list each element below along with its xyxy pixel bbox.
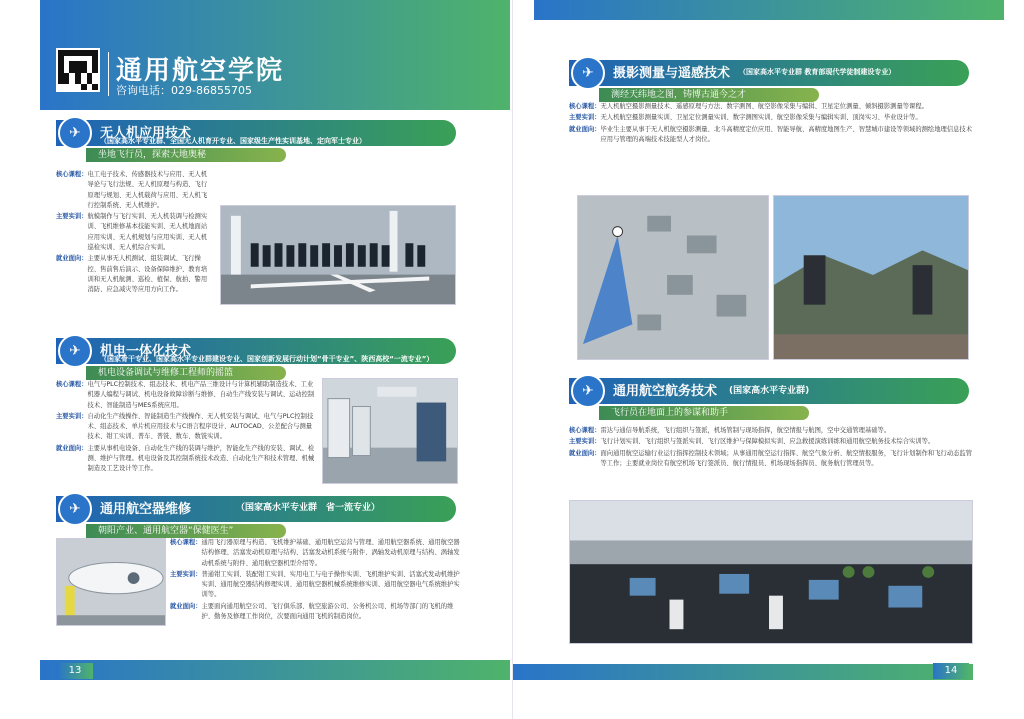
info-label: 就业面向： <box>56 444 88 452</box>
info-label: 就业面向： <box>170 602 202 610</box>
info-label: 就业面向： <box>56 255 88 263</box>
info-row <box>569 125 973 146</box>
section-maint-header <box>56 496 456 542</box>
college-title: 通用航空学院 <box>116 56 285 86</box>
section-service-text <box>569 426 973 470</box>
right-page <box>512 0 1024 719</box>
info-row <box>56 380 316 411</box>
info-label: 就业面向： <box>569 449 601 457</box>
info-value: 电气与PLC控制技术、组态技术、机电产品三维设计与计算机辅助制造技术、工业机器人编程与调试、机电设备故障诊断与维修、自动生产线安装与调试、运动控制技术、智能制造与MES系统应用。 <box>87 381 315 409</box>
info-value: 通用飞行器原理与构造、飞机维护基础、通用航空运营与管理、通用航空器系统、通用航空器结构修理、活塞发动机原理与结构、活塞发动机系统与附件、涡轴发动机原理与结构、涡轴发动机系统与附件、通用航空器机型介绍等。 <box>201 539 460 567</box>
info-value: 雷达与通信导航系统，飞行组织与签派，机场管制与现场指挥，航空情报与航图，空中交通管理基础等。 <box>600 427 891 434</box>
section-slogan: 测经天纬地之图，铸博古通今之才 <box>599 88 819 102</box>
section-title: 摄影测量与遥感技术 <box>613 66 731 81</box>
info-value: 自动化生产线操作、智能制造生产线操作、无人机安装与调试、电气与PLC控制技术、组态技术、单片机应用技术与C语言程序设计、AUTOCAD、公差配合与测量技术、钳工实训、普车、普铣、数车、数铣实训。 <box>87 412 314 441</box>
footer-band <box>40 660 510 680</box>
page-number-right: 14 <box>933 663 969 679</box>
info-label: 就业面向： <box>569 125 601 133</box>
aerial-survey-photo <box>577 195 769 360</box>
section-slogan: 飞行员在地面上的参谋和助手 <box>599 406 809 420</box>
header-divider <box>108 52 109 96</box>
info-value: 电工电子技术、传感器技术与应用、无人机导论与飞行法规、无人机原理与构造、飞行原理与规划、无人机载荷与应用、无人机飞行控制系统、无人机维护。 <box>87 171 208 209</box>
info-value: 主要从事无人机测试、组装调试、飞行操控、售前售后演示、设备保障维护、教育培训和无人机航测、巡检、植保、航拍、警用消防、应急减灾等应用方向工作。 <box>87 255 208 294</box>
plane-icon: ✈ <box>571 56 605 90</box>
info-value: 飞行计划实训、飞行组织与签派实训、飞行区维护与保障模拟实训、应急救援演练训练和通用航空航务技术综合实训等。 <box>600 438 935 446</box>
info-value: 主要面向通用航空公司、飞行俱乐部、航空旅游公司、公务机公司、机场等部门的飞机的维护、勤务及修理工作岗位，次要面向通用飞机的制造岗位。 <box>201 602 454 621</box>
section-tags: （国家高水平专业群 教育部现代学徒制建设专业） <box>739 68 896 76</box>
info-label: 主要实训： <box>170 570 202 578</box>
section-tags: （国家高水平专业群、全国无人机育开专业、国家级生产性实训基地、定向军士专业） <box>100 137 366 145</box>
info-label: 主要实训： <box>569 438 601 446</box>
section-mech-text <box>56 380 316 476</box>
control-tower-photo <box>569 500 973 644</box>
section-slogan: 机电设备调试与维修工程师的摇篮 <box>86 366 286 380</box>
section-survey-text <box>569 102 973 146</box>
section-uav-text <box>56 170 212 297</box>
uav-team-photo <box>220 205 456 305</box>
info-label: 核心课程： <box>569 103 601 110</box>
info-row <box>56 412 316 443</box>
info-value: 航模制作与飞行实训、无人机装调与检测实训、飞机维修基本技能实训、无人机地面站应用实训、无人机规划与应用实训、无人机巡检实训、无人机综合实训。 <box>87 213 208 252</box>
info-value: 主要从事机电设备、自动化生产线的装调与维护，智能化生产线的安装、调试、检测、维护与管理。机电设备及其控制系统技术改造、自动化生产和技术管理、机械制造及工艺设计等工作。 <box>87 444 315 473</box>
phone-number: 咨询电话：029-86855705 <box>116 84 252 97</box>
section-tags: （国家高水平专业群 省一流专业） <box>236 503 381 513</box>
info-label: 核心课程： <box>56 381 88 388</box>
section-uav-header <box>56 120 456 166</box>
info-row <box>56 212 212 253</box>
plane-icon: ✈ <box>58 116 92 150</box>
info-label: 核心课程： <box>170 539 202 546</box>
info-row <box>569 437 973 447</box>
info-label: 主要实训： <box>569 114 601 122</box>
info-row <box>569 449 973 470</box>
plane-icon: ✈ <box>571 374 605 408</box>
info-row <box>569 113 973 123</box>
section-slogan: 朝阳产业、通用航空器“保健医生” <box>86 524 286 538</box>
field-survey-photo <box>773 195 969 360</box>
info-row <box>170 570 460 601</box>
page-number-left: 13 <box>57 663 93 679</box>
info-value: 普通钳工实训、装配钳工实训、实用电工与电子操作实训、飞机维护实训、活塞式发动机维护实训、通用航空器结构修理实训、通用航空器机械系统维修实训、通用航空器电气系统维护实训等。 <box>201 570 460 599</box>
info-value: 无人机航空摄影测量技术、遥感原理与方法、数字测图、航空影像采集与编辑、卫星定位测量、倾斜摄影测量等课程。 <box>600 103 928 110</box>
section-title: 通用航空航务技术 <box>613 384 718 399</box>
info-row <box>569 426 973 436</box>
section-survey-header <box>569 60 969 106</box>
plane-icon: ✈ <box>58 492 92 526</box>
info-row <box>170 602 460 623</box>
info-row <box>569 102 973 112</box>
info-row <box>170 538 460 569</box>
info-label: 主要实训： <box>56 412 88 420</box>
section-slogan: 坐地飞行员，探索大地奥秘 <box>86 148 286 162</box>
header-band <box>534 0 1004 20</box>
info-value: 面向通用航空运输行业运行指挥控制技术领域；从事通用航空运行指挥、航空气象分析、航空情报服务，飞行计划制作和飞行动态监管等工作；主要就业岗位有航空机场飞行签派员、航行情报员、机场现场指挥员、航务航行管理员等。 <box>600 449 972 467</box>
section-maint-text <box>170 538 460 623</box>
footer-band <box>513 664 973 680</box>
info-label: 核心课程： <box>569 427 601 434</box>
aircraft-maintenance-photo <box>56 538 166 626</box>
info-row <box>56 444 316 475</box>
section-tags: (国家高水平专业群) <box>729 386 810 396</box>
section-title: 无人机应用技术 <box>100 126 192 141</box>
plane-icon: ✈ <box>58 334 92 368</box>
info-value: 无人机航空摄影测量实训、卫星定位测量实训、数字测图实训、航空影像采集与编辑实训、顶岗实习、毕业设计等。 <box>600 114 922 122</box>
qr-code[interactable] <box>56 48 100 92</box>
info-label: 主要实训： <box>56 213 88 221</box>
info-label: 核心课程： <box>56 171 88 178</box>
info-row <box>56 254 212 295</box>
section-tags: （国家骨干专业、国家高水平专业群建设专业、国家创新发展行动计划“骨干专业”、陕西高校“一流专业”） <box>100 355 434 363</box>
section-title: 机电一体化技术 <box>100 344 192 359</box>
info-value: 毕业生主要从事于无人机航空摄影测量、北斗高精度定位应用、智能导航、高精度地图生产、智慧城市建设等领域的测绘地理信息技术应用与管理的高端技术技能型人才岗位。 <box>600 125 972 143</box>
section-service-header <box>569 378 969 424</box>
info-row <box>56 170 212 211</box>
mech-lab-photo <box>322 378 458 484</box>
section-title: 通用航空器维修 <box>100 502 192 517</box>
